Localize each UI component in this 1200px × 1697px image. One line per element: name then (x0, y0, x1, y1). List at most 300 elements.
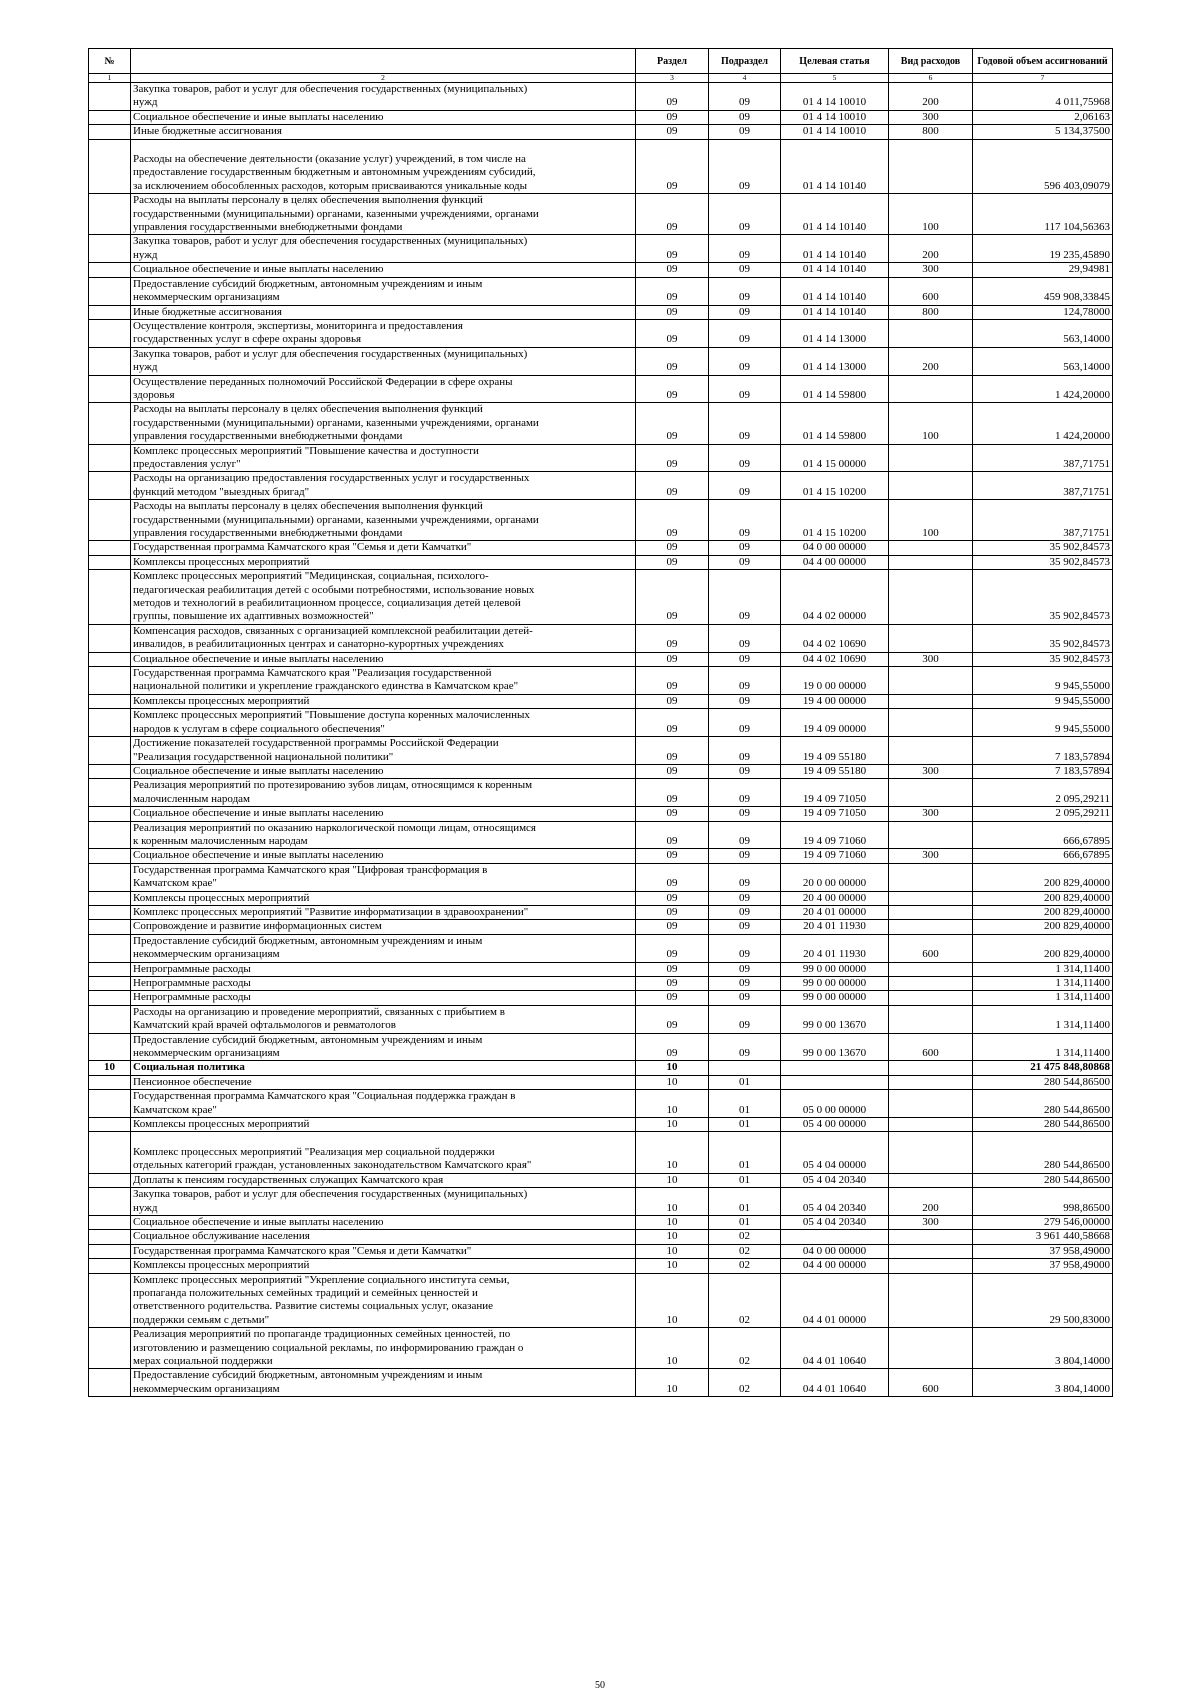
row-name: Предоставление субсидий бюджетным, автономным учреждениям и иным некоммерческим организациям (131, 277, 636, 305)
row-amount: 35 902,84573 (973, 555, 1113, 569)
row-number (89, 139, 131, 194)
table-row (89, 1230, 1113, 1244)
row-number (89, 125, 131, 139)
row-expense-type: 300 (889, 1215, 973, 1229)
row-podrazdel: 09 (709, 709, 781, 737)
row-name: Расходы на выплаты персоналу в целях обеспечения выполнения функций государственными (муниципальными) органами, казенными учреждениями, органами управления государственными внебюджетными фондами (131, 403, 636, 444)
row-target-article: 01 4 14 10010 (781, 125, 889, 139)
row-expense-type (889, 779, 973, 807)
row-expense-type: 600 (889, 277, 973, 305)
row-amount: 19 235,45890 (973, 235, 1113, 263)
row-podrazdel: 01 (709, 1090, 781, 1118)
row-podrazdel: 09 (709, 235, 781, 263)
row-expense-type: 300 (889, 764, 973, 778)
row-razdel: 09 (636, 920, 709, 934)
row-name: Предоставление субсидий бюджетным, автономным учреждениям и иным некоммерческим организациям (131, 934, 636, 962)
row-podrazdel: 09 (709, 920, 781, 934)
col-number: 1 (89, 74, 131, 83)
row-target-article: 01 4 15 10200 (781, 500, 889, 541)
row-razdel: 09 (636, 891, 709, 905)
row-target-article: 19 4 09 55180 (781, 737, 889, 765)
row-razdel: 09 (636, 863, 709, 891)
row-amount: 35 902,84573 (973, 541, 1113, 555)
row-number (89, 962, 131, 976)
row-razdel: 09 (636, 555, 709, 569)
row-number (89, 1005, 131, 1033)
row-razdel: 09 (636, 500, 709, 541)
row-podrazdel: 09 (709, 991, 781, 1005)
row-target-article: 19 4 00 00000 (781, 694, 889, 708)
row-razdel: 09 (636, 667, 709, 695)
row-target-article: 99 0 00 13670 (781, 1033, 889, 1061)
row-expense-type (889, 1118, 973, 1132)
row-razdel: 09 (636, 807, 709, 821)
row-podrazdel: 09 (709, 962, 781, 976)
row-number (89, 1033, 131, 1061)
table-row (89, 110, 1113, 124)
row-amount: 666,67895 (973, 821, 1113, 849)
row-number (89, 905, 131, 919)
row-target-article: 99 0 00 13670 (781, 1005, 889, 1033)
row-razdel: 09 (636, 570, 709, 625)
row-target-article: 04 4 01 00000 (781, 1273, 889, 1328)
row-amount: 387,71751 (973, 472, 1113, 500)
row-amount: 200 829,40000 (973, 934, 1113, 962)
row-podrazdel: 09 (709, 667, 781, 695)
row-name: Комплекс процессных мероприятий "Реализация мер социальной поддержки отдельных категорий граждан, установленных законодательством Камчатского края" (131, 1132, 636, 1173)
row-target-article: 01 4 14 10140 (781, 235, 889, 263)
row-name: Предоставление субсидий бюджетным, автономным учреждениям и иным некоммерческим организациям (131, 1033, 636, 1061)
row-razdel: 09 (636, 977, 709, 991)
table-row (89, 920, 1113, 934)
row-name: Сопровождение и развитие информационных систем (131, 920, 636, 934)
header-expense-type: Вид расходов (889, 49, 973, 74)
row-podrazdel: 09 (709, 764, 781, 778)
row-target-article: 19 4 09 71060 (781, 849, 889, 863)
row-name: Государственная программа Камчатского края "Семья и дети Камчатки" (131, 1244, 636, 1258)
row-razdel: 09 (636, 779, 709, 807)
header-num: № (89, 49, 131, 74)
row-podrazdel: 09 (709, 821, 781, 849)
row-expense-type: 800 (889, 305, 973, 319)
row-expense-type (889, 1273, 973, 1328)
row-podrazdel: 02 (709, 1369, 781, 1397)
row-amount: 7 183,57894 (973, 764, 1113, 778)
row-number (89, 555, 131, 569)
row-amount: 1 424,20000 (973, 375, 1113, 403)
row-number (89, 444, 131, 472)
row-number (89, 570, 131, 625)
row-number (89, 764, 131, 778)
row-name: Непрограммные расходы (131, 977, 636, 991)
row-target-article: 19 4 09 55180 (781, 764, 889, 778)
table-row (89, 500, 1113, 541)
row-expense-type (889, 667, 973, 695)
header-razdel: Раздел (636, 49, 709, 74)
col-number: 6 (889, 74, 973, 83)
row-name: Социальное обеспечение и иные выплаты населению (131, 807, 636, 821)
row-number (89, 807, 131, 821)
row-podrazdel: 09 (709, 737, 781, 765)
table-row (89, 277, 1113, 305)
row-podrazdel: 09 (709, 779, 781, 807)
row-number (89, 1244, 131, 1258)
row-name: Государственная программа Камчатского края "Цифровая трансформация в Камчатском крае" (131, 863, 636, 891)
row-target-article: 05 0 00 00000 (781, 1090, 889, 1118)
table-row (89, 1244, 1113, 1258)
row-expense-type: 100 (889, 194, 973, 235)
row-podrazdel: 09 (709, 500, 781, 541)
row-name: Достижение показателей государственной программы Российской Федерации "Реализация государственной национальной политики" (131, 737, 636, 765)
row-razdel: 09 (636, 652, 709, 666)
row-name: Комплексы процессных мероприятий (131, 555, 636, 569)
row-podrazdel: 09 (709, 891, 781, 905)
row-name: Комплексы процессных мероприятий (131, 891, 636, 905)
table-row (89, 1090, 1113, 1118)
row-amount: 1 314,11400 (973, 962, 1113, 976)
row-number (89, 920, 131, 934)
row-expense-type: 800 (889, 125, 973, 139)
col-number: 4 (709, 74, 781, 83)
row-amount: 1 314,11400 (973, 977, 1113, 991)
row-name: Расходы на выплаты персоналу в целях обеспечения выполнения функций государственными (муниципальными) органами, казенными учреждениями, органами управления государственными внебюджетными фондами (131, 194, 636, 235)
row-razdel: 10 (636, 1075, 709, 1089)
row-podrazdel: 01 (709, 1075, 781, 1089)
row-podrazdel: 09 (709, 139, 781, 194)
row-name: Расходы на обеспечение деятельности (оказание услуг) учреждений, в том числе на предоставление государственным бюджетным и автономным учреждениям субсидий, за исключением обособленных расходов, которым присваиваются уникальные коды (131, 139, 636, 194)
row-podrazdel: 02 (709, 1273, 781, 1328)
row-expense-type (889, 737, 973, 765)
row-expense-type (889, 555, 973, 569)
row-razdel: 09 (636, 1033, 709, 1061)
row-target-article: 01 4 14 13000 (781, 319, 889, 347)
table-row (89, 779, 1113, 807)
row-expense-type: 600 (889, 934, 973, 962)
row-name: Иные бюджетные ассигнования (131, 125, 636, 139)
row-target-article: 04 0 00 00000 (781, 1244, 889, 1258)
header-target-article: Целевая статья (781, 49, 889, 74)
row-amount: 9 945,55000 (973, 667, 1113, 695)
row-razdel: 10 (636, 1173, 709, 1187)
row-expense-type: 300 (889, 263, 973, 277)
row-amount: 563,14000 (973, 319, 1113, 347)
row-name: Осуществление контроля, экспертизы, мониторинга и предоставления государственных услуг в сфере охраны здоровья (131, 319, 636, 347)
row-target-article (781, 1061, 889, 1075)
row-podrazdel: 09 (709, 319, 781, 347)
row-name: Расходы на организацию и проведение мероприятий, связанных с прибытием в Камчатский край врачей офтальмологов и ревматологов (131, 1005, 636, 1033)
row-name: Комплекс процессных мероприятий "Медицинская, социальная, психолого- педагогическая реабилитация детей с особыми потребностями, использование новых методов и технологий в реабилитационном процессе, социализация детей целевой группы, повышение их адаптивных возможностей" (131, 570, 636, 625)
row-expense-type: 300 (889, 110, 973, 124)
row-expense-type: 300 (889, 652, 973, 666)
row-amount: 3 804,14000 (973, 1369, 1113, 1397)
row-number (89, 277, 131, 305)
row-number (89, 624, 131, 652)
row-razdel: 09 (636, 403, 709, 444)
row-name: Социальное обеспечение и иные выплаты населению (131, 263, 636, 277)
row-amount: 35 902,84573 (973, 652, 1113, 666)
row-number (89, 403, 131, 444)
row-target-article: 01 4 14 10010 (781, 110, 889, 124)
row-target-article: 20 0 00 00000 (781, 863, 889, 891)
row-number (89, 110, 131, 124)
row-razdel: 09 (636, 737, 709, 765)
row-number (89, 375, 131, 403)
row-podrazdel: 09 (709, 110, 781, 124)
row-amount: 2 095,29211 (973, 807, 1113, 821)
row-number (89, 1132, 131, 1173)
row-expense-type (889, 1061, 973, 1075)
row-name: Государственная программа Камчатского края "Социальная поддержка граждан в Камчатском крае" (131, 1090, 636, 1118)
row-razdel: 09 (636, 235, 709, 263)
row-amount: 1 314,11400 (973, 1005, 1113, 1033)
row-number (89, 500, 131, 541)
row-expense-type: 300 (889, 807, 973, 821)
row-podrazdel: 09 (709, 905, 781, 919)
row-podrazdel: 09 (709, 541, 781, 555)
row-number (89, 305, 131, 319)
table-row (89, 1273, 1113, 1328)
table-row (89, 1075, 1113, 1089)
row-name: Социальное обеспечение и иные выплаты населению (131, 110, 636, 124)
row-target-article: 05 4 04 00000 (781, 1132, 889, 1173)
row-amount: 21 475 848,80868 (973, 1061, 1113, 1075)
row-name: Социальное обеспечение и иные выплаты населению (131, 764, 636, 778)
row-podrazdel: 09 (709, 1005, 781, 1033)
row-target-article: 20 4 01 11930 (781, 934, 889, 962)
row-target-article: 04 4 02 10690 (781, 652, 889, 666)
row-name: Комплекс процессных мероприятий "Повышение качества и доступности предоставления услуг" (131, 444, 636, 472)
row-amount: 117 104,56363 (973, 194, 1113, 235)
row-number (89, 779, 131, 807)
row-amount: 35 902,84573 (973, 624, 1113, 652)
row-podrazdel: 09 (709, 977, 781, 991)
row-number (89, 319, 131, 347)
row-name: Социальное обслуживание населения (131, 1230, 636, 1244)
row-podrazdel: 09 (709, 305, 781, 319)
row-amount: 2,06163 (973, 110, 1113, 124)
row-expense-type: 200 (889, 235, 973, 263)
row-target-article: 19 4 09 71060 (781, 821, 889, 849)
row-name: Закупка товаров, работ и услуг для обеспечения государственных (муниципальных) нужд (131, 235, 636, 263)
table-row (89, 1259, 1113, 1273)
table-row (89, 235, 1113, 263)
row-expense-type (889, 991, 973, 1005)
row-name: Комплексы процессных мероприятий (131, 1259, 636, 1273)
row-razdel: 09 (636, 194, 709, 235)
row-podrazdel: 09 (709, 863, 781, 891)
row-number (89, 652, 131, 666)
row-amount: 596 403,09079 (973, 139, 1113, 194)
row-podrazdel: 01 (709, 1118, 781, 1132)
row-number (89, 821, 131, 849)
row-amount: 998,86500 (973, 1188, 1113, 1216)
row-name: Доплаты к пенсиям государственных служащих Камчатского края (131, 1173, 636, 1187)
row-razdel: 09 (636, 139, 709, 194)
row-razdel: 10 (636, 1132, 709, 1173)
row-name: Социальная политика (131, 1061, 636, 1075)
row-razdel: 10 (636, 1369, 709, 1397)
row-razdel: 09 (636, 263, 709, 277)
row-podrazdel: 02 (709, 1244, 781, 1258)
row-razdel: 10 (636, 1328, 709, 1369)
row-razdel: 09 (636, 472, 709, 500)
header-annual-amount: Годовой объем ассигнований (973, 49, 1113, 74)
table-row (89, 905, 1113, 919)
row-expense-type (889, 1244, 973, 1258)
row-number (89, 694, 131, 708)
row-expense-type (889, 139, 973, 194)
row-number (89, 235, 131, 263)
row-name: Государственная программа Камчатского края "Семья и дети Камчатки" (131, 541, 636, 555)
row-podrazdel: 09 (709, 263, 781, 277)
row-target-article: 01 4 15 10200 (781, 472, 889, 500)
table-row (89, 737, 1113, 765)
row-razdel: 09 (636, 821, 709, 849)
table-row (89, 934, 1113, 962)
table-row (89, 403, 1113, 444)
row-expense-type (889, 920, 973, 934)
row-expense-type (889, 1090, 973, 1118)
row-target-article: 19 0 00 00000 (781, 667, 889, 695)
table-row (89, 1188, 1113, 1216)
row-number (89, 1075, 131, 1089)
row-podrazdel: 09 (709, 83, 781, 111)
row-razdel: 09 (636, 962, 709, 976)
row-name: Комплекс процессных мероприятий "Повышение доступа коренных малочисленных народов к услугам в сфере социального обеспечения" (131, 709, 636, 737)
row-podrazdel: 01 (709, 1188, 781, 1216)
header-name (131, 49, 636, 74)
row-name: Непрограммные расходы (131, 962, 636, 976)
row-number (89, 1369, 131, 1397)
budget-table-page (88, 48, 1112, 1397)
row-amount: 29,94981 (973, 263, 1113, 277)
row-target-article: 01 4 14 13000 (781, 347, 889, 375)
table-row (89, 764, 1113, 778)
row-target-article: 01 4 15 00000 (781, 444, 889, 472)
row-amount: 2 095,29211 (973, 779, 1113, 807)
table-row (89, 305, 1113, 319)
row-name: Комплексы процессных мероприятий (131, 694, 636, 708)
column-number-row (89, 74, 1113, 83)
row-amount: 563,14000 (973, 347, 1113, 375)
table-row (89, 1005, 1113, 1033)
row-razdel: 09 (636, 541, 709, 555)
row-number (89, 991, 131, 1005)
row-target-article: 05 4 04 20340 (781, 1215, 889, 1229)
row-target-article: 01 4 14 10140 (781, 277, 889, 305)
table-row (89, 1132, 1113, 1173)
row-podrazdel: 01 (709, 1215, 781, 1229)
table-row (89, 709, 1113, 737)
table-row (89, 263, 1113, 277)
row-amount: 3 961 440,58668 (973, 1230, 1113, 1244)
row-podrazdel: 09 (709, 570, 781, 625)
row-target-article: 19 4 09 71050 (781, 779, 889, 807)
row-target-article: 04 4 00 00000 (781, 555, 889, 569)
row-name: Реализация мероприятий по оказанию наркологической помощи лицам, относящимся к коренным малочисленным народам (131, 821, 636, 849)
row-amount: 387,71751 (973, 444, 1113, 472)
row-number (89, 849, 131, 863)
table-body (89, 83, 1113, 1397)
row-expense-type: 100 (889, 500, 973, 541)
row-amount: 4 011,75968 (973, 83, 1113, 111)
table-row (89, 319, 1113, 347)
row-name: Комплексы процессных мероприятий (131, 1118, 636, 1132)
row-name: Реализация мероприятий по протезированию зубов лицам, относящимся к коренным малочисленным народам (131, 779, 636, 807)
table-row (89, 347, 1113, 375)
row-amount: 37 958,49000 (973, 1259, 1113, 1273)
row-razdel: 10 (636, 1215, 709, 1229)
row-amount: 124,78000 (973, 305, 1113, 319)
row-podrazdel: 09 (709, 403, 781, 444)
row-razdel: 09 (636, 375, 709, 403)
row-target-article: 04 4 02 00000 (781, 570, 889, 625)
row-target-article: 99 0 00 00000 (781, 962, 889, 976)
row-razdel: 10 (636, 1061, 709, 1075)
row-expense-type (889, 821, 973, 849)
table-row (89, 83, 1113, 111)
row-expense-type (889, 472, 973, 500)
row-number (89, 1215, 131, 1229)
table-row (89, 1215, 1113, 1229)
row-expense-type (889, 570, 973, 625)
row-target-article: 99 0 00 00000 (781, 977, 889, 991)
row-number (89, 472, 131, 500)
row-name: Закупка товаров, работ и услуг для обеспечения государственных (муниципальных) нужд (131, 347, 636, 375)
row-amount: 35 902,84573 (973, 570, 1113, 625)
row-razdel: 09 (636, 934, 709, 962)
row-razdel: 09 (636, 125, 709, 139)
row-razdel: 09 (636, 319, 709, 347)
row-podrazdel: 09 (709, 444, 781, 472)
table-row (89, 694, 1113, 708)
row-target-article: 01 4 14 59800 (781, 403, 889, 444)
row-expense-type (889, 905, 973, 919)
row-podrazdel: 09 (709, 347, 781, 375)
row-expense-type (889, 1173, 973, 1187)
row-expense-type (889, 444, 973, 472)
row-razdel: 10 (636, 1244, 709, 1258)
row-podrazdel: 09 (709, 125, 781, 139)
table-row (89, 652, 1113, 666)
row-razdel: 09 (636, 277, 709, 305)
row-number (89, 1188, 131, 1216)
row-razdel: 09 (636, 347, 709, 375)
row-expense-type (889, 694, 973, 708)
row-expense-type (889, 962, 973, 976)
table-row (89, 1118, 1113, 1132)
row-target-article: 04 4 02 10690 (781, 624, 889, 652)
table-row (89, 125, 1113, 139)
row-amount: 1 424,20000 (973, 403, 1113, 444)
row-name: Комплекс процессных мероприятий "Укрепление социального института семьи, пропаганда положительных семейных традиций и семейных ценностей и ответственного родительства. Развитие системы социальных услуг, оказание поддержки семьям с детьми" (131, 1273, 636, 1328)
row-name: Социальное обеспечение и иные выплаты населению (131, 652, 636, 666)
row-razdel: 10 (636, 1230, 709, 1244)
table-row (89, 849, 1113, 863)
row-name: Предоставление субсидий бюджетным, автономным учреждениям и иным некоммерческим организациям (131, 1369, 636, 1397)
row-expense-type: 200 (889, 1188, 973, 1216)
row-name: Компенсация расходов, связанных с организацией комплексной реабилитации детей- инвалидов, в реабилитационных центрах и санаторно-курортных учреждениях (131, 624, 636, 652)
row-amount: 200 829,40000 (973, 920, 1113, 934)
row-name: Закупка товаров, работ и услуг для обеспечения государственных (муниципальных) нужд (131, 83, 636, 111)
row-number (89, 1259, 131, 1273)
page-number: 50 (595, 1680, 605, 1691)
row-number (89, 83, 131, 111)
row-amount: 7 183,57894 (973, 737, 1113, 765)
row-expense-type: 200 (889, 347, 973, 375)
row-amount: 387,71751 (973, 500, 1113, 541)
row-amount: 37 958,49000 (973, 1244, 1113, 1258)
